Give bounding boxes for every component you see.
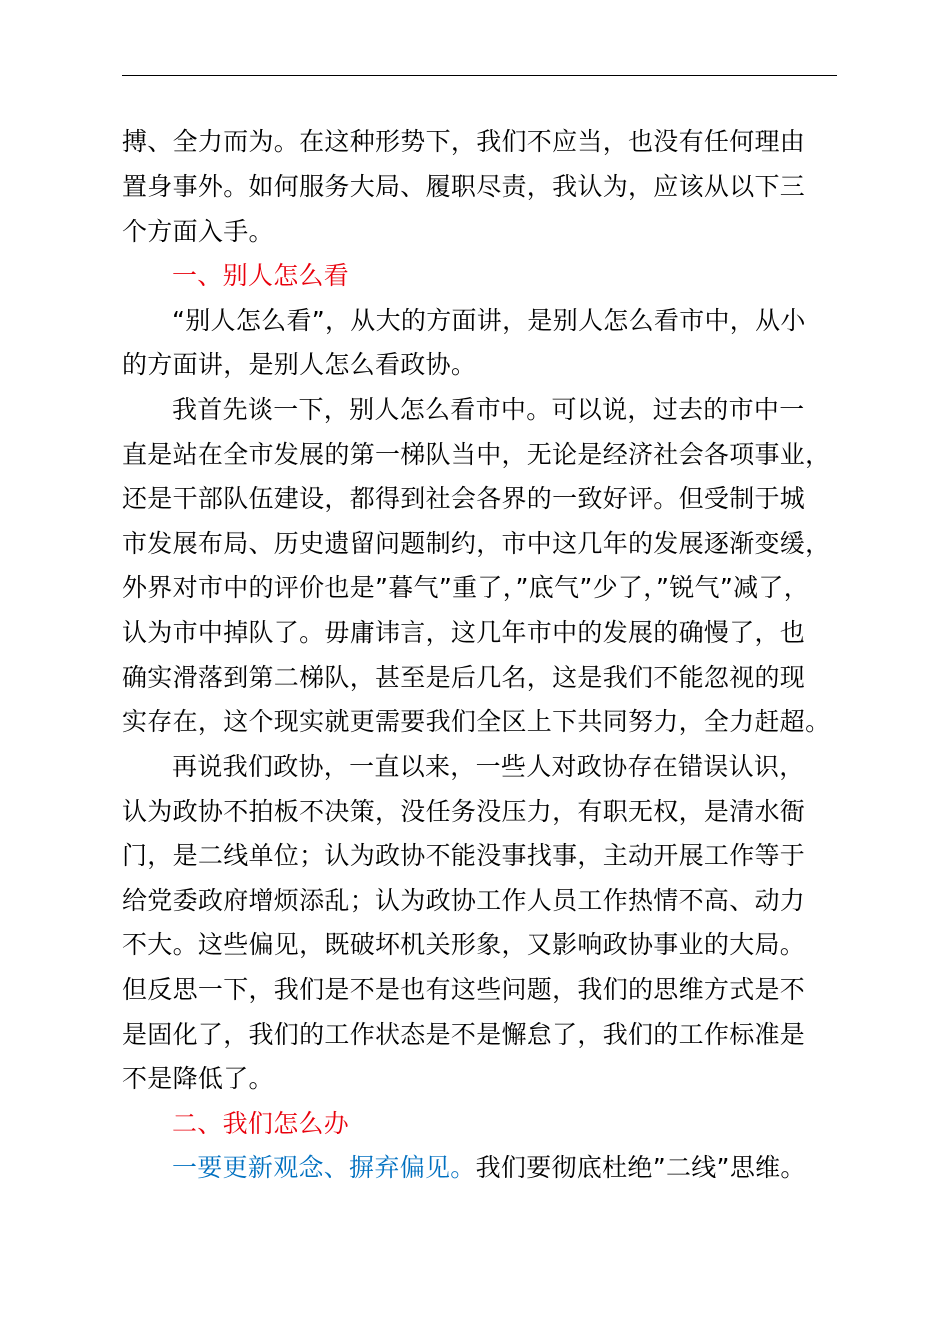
paragraph-line: 不是降低了。 bbox=[122, 1064, 274, 1093]
paragraph-line: 我首先谈一下，别人怎么看市中。可以说，过去的市中一 bbox=[172, 395, 805, 424]
paragraph-line: 认为政协不拍板不决策，没任务没压力，有职无权，是清水衙 bbox=[122, 797, 806, 826]
emphasis-phrase: 一要更新观念、摒弃偏见。 bbox=[172, 1153, 476, 1182]
paragraph-line: 置身事外。如何服务大局、履职尽责，我认为，应该从以下三 bbox=[122, 172, 806, 201]
paragraph-line: 不大。这些偏见，既破坏机关形象，又影响政协事业的大局。 bbox=[122, 930, 806, 959]
section-heading-2: 二、我们怎么办 bbox=[172, 1109, 350, 1138]
paragraph-line: 市发展布局、历史遗留问题制约，市中这几年的发展逐渐变缓， bbox=[122, 529, 831, 558]
paragraph-line: 个方面入手。 bbox=[122, 217, 274, 246]
paragraph-line: 还是干部队伍建设，都得到社会各界的一致好评。但受制于城 bbox=[122, 484, 806, 513]
paragraph-line: 门，是二线单位；认为政协不能没事找事，主动开展工作等于 bbox=[122, 841, 806, 870]
paragraph-line: 给党委政府增烦添乱；认为政协工作人员工作热情不高、动力 bbox=[122, 886, 806, 915]
paragraph-line: 的方面讲，是别人怎么看政协。 bbox=[122, 350, 477, 379]
paragraph-line: 实存在，这个现实就更需要我们全区上下共同努力，全力赶超。 bbox=[122, 707, 831, 736]
paragraph-line: 是固化了，我们的工作状态是不是懈怠了，我们的工作标准是 bbox=[122, 1020, 806, 1049]
paragraph-line: 确实滑落到第二梯队，甚至是后几名，这是我们不能忽视的现 bbox=[122, 663, 806, 692]
paragraph-line: 直是站在全市发展的第一梯队当中，无论是经济社会各项事业， bbox=[122, 440, 831, 469]
paragraph-line: 再说我们政协，一直以来，一些人对政协存在错误认识， bbox=[172, 752, 805, 781]
paragraph-line: 搏、全力而为。在这种形势下，我们不应当，也没有任何理由 bbox=[122, 127, 806, 156]
header-rule bbox=[122, 75, 837, 76]
section-heading-1: 一、别人怎么看 bbox=[172, 261, 350, 290]
paragraph-line-mixed bbox=[172, 1152, 912, 1184]
paragraph-text: 我们要彻底杜绝”二线”思维。 bbox=[475, 1153, 806, 1182]
paragraph-line: “别人怎么看”，从大的方面讲，是别人怎么看市中，从小 bbox=[172, 306, 806, 335]
paragraph-line: 但反思一下，我们是不是也有这些问题，我们的思维方式是不 bbox=[122, 975, 806, 1004]
paragraph-line: 外界对市中的评价也是”暮气”重了，”底气”少了，”锐气”减了， bbox=[122, 573, 810, 602]
paragraph-line: 认为市中掉队了。毋庸讳言，这几年市中的发展的确慢了，也 bbox=[122, 618, 806, 647]
